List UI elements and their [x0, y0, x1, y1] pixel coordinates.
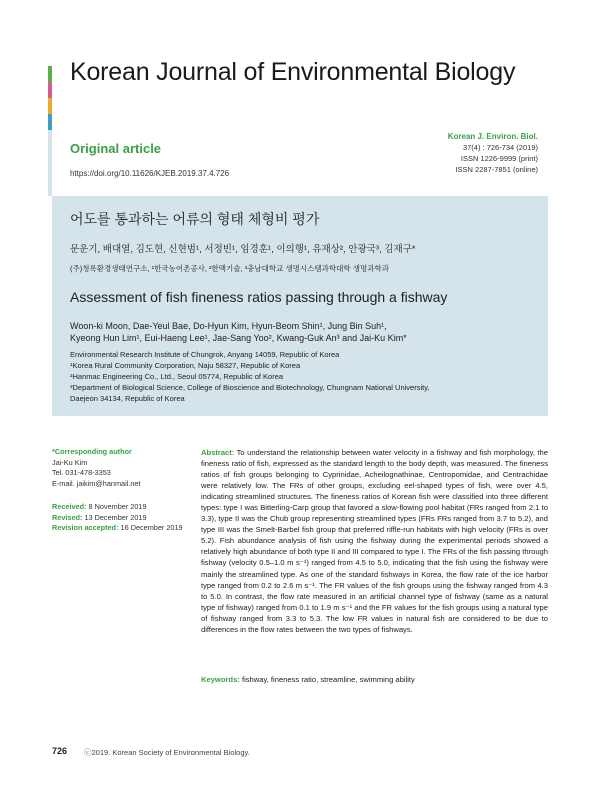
english-affiliations: [70, 349, 540, 404]
affiliation-4: Daejeon 34134, Republic of Korea: [70, 394, 185, 403]
page-number: 726: [52, 746, 68, 756]
korean-title: 어도를 통과하는 어류의 형태 체형비 평가: [70, 211, 320, 227]
affiliation-3: ³Department of Biological Science, College of Bioscience and Biotechnology, Chungnam National University,: [70, 383, 430, 392]
journal-abbreviation: Korean J. Environ. Biol.: [447, 132, 538, 141]
issn-print: ISSN 1226-9999 (print): [460, 154, 538, 163]
journal-title: Korean Journal of Environmental Biology: [70, 58, 516, 86]
abstract: [201, 447, 548, 635]
revised-value: 13 December 2019: [84, 512, 147, 522]
corresponding-label: *Corresponding author: [52, 447, 132, 456]
korean-affiliations: (주)청록환경생태연구소, ¹한국농어촌공사, ²한맥기술, ³충남대학교 생명시스템과학대학 생명과학과: [70, 264, 389, 273]
accepted-date: [52, 523, 197, 534]
revised-date: [52, 513, 197, 524]
keywords-text: fishway, fineness ratio, streamline, swimming ability: [241, 675, 415, 684]
sidebar-info: [52, 447, 197, 534]
accent-bar-pink: [48, 82, 52, 98]
accepted-label: Revision accepted:: [52, 523, 119, 532]
issn-online: ISSN 2287-7851 (online): [455, 165, 538, 174]
citation-block: [448, 131, 538, 175]
received-date: [52, 502, 197, 513]
english-title: Assessment of fish fineness ratios passing through a fishway: [70, 289, 448, 305]
received-value: 8 November 2019: [88, 502, 147, 511]
keywords-label: Keywords:: [201, 675, 240, 684]
keywords: [201, 675, 415, 684]
accepted-value: 16 December 2019: [120, 523, 183, 532]
english-authors: [70, 320, 540, 344]
revised-label: Revised:: [52, 512, 83, 522]
copyright: ⓒ2019. Korean Society of Environmental Biology.: [84, 748, 250, 757]
article-type: Original article: [70, 141, 162, 156]
affiliation-2: ²Hanmac Engineering Co., Ltd., Seoul 05774, Republic of Korea: [70, 372, 284, 381]
received-label: Received:: [52, 502, 87, 511]
abstract-text: To understand the relationship between water velocity in a fishway and fish morphology, the fineness ratio of fish, expressed as the standard length to the body depth, was measured. The fineness ratios of fish groups belonging to Cyprinidae, Acheilognathinae, Centropomidae, and Centrachidae were relatively low. The FRs of other groups, excluding eel-shaped types of fish, were over 4.5, indicating streamlined structures. The fineness ratios of Korean fish were classified into three different types: type I was Bitterling-Carp group that favored a slow-flowing pool habitat (FRs ranged from 2.1 to 3.3), type II was the Chub group representing streamlined types (FRs FRs ranged from 3.7 to 5.2), and type III was the Smelt-Barbel fish group that preferred riffle-run habitats with high velocity (FRs is over 5.2). Fish abundance analysis of fish using the fishway during the experimental periods showed a relatively high abundance of both type II and III compared to type I. The FRs of the fish passing through fishway (velocity 0.5–1.0 m s⁻¹) ranged from 4.5 to 5.0, indicating that the fish using the fishway were mainly the streamlined type. As one of the standard fishways in Korea, the flow rate of the ice harbor type ranged from 0.2 to 2.6 m s⁻¹. The FR values of the fish groups using the fishway ranged from 4.3 to 5.0. In contrast, the flow rate measured in an artificial channel type of fishway (same as a natural type of fishway) ranged from 0.1 to 1.9 m s⁻¹ and the FR values for the fish groups using a natural type of fishway ranged from 3.3 to 5.3. The low FR values in natural fish are considered to be due to differences in the flow rates between the two types of fishways.: [201, 448, 548, 634]
doi-link[interactable]: https://doi.org/10.11626/KJEB.2019.37.4.726: [70, 169, 230, 178]
corresponding-email[interactable]: E-mail. jaikim@hanmail.net: [52, 478, 141, 488]
accent-bar-orange: [48, 98, 52, 114]
affiliation-0: Environmental Research Institute of Chungrok, Anyang 14059, Republic of Korea: [70, 350, 340, 359]
volume-issue: 37(4) : 726-734 (2019): [462, 143, 538, 152]
abstract-label: Abstract:: [201, 448, 235, 457]
accent-bar-teal: [48, 114, 52, 130]
korean-authors: 문운기, 배대열, 김도현, 신현범¹, 서정빈¹, 임경훈¹, 이의행¹, 유재상², 안광국³, 김재구*: [70, 244, 416, 255]
corresponding-name: Jai-Ku Kim: [52, 457, 88, 467]
corresponding-author: [52, 447, 197, 489]
corresponding-tel: Tel. 031-478-3353: [52, 468, 111, 477]
authors-line-1: Woon-ki Moon, Dae-Yeul Bae, Do-Hyun Kim, Hyun-Beom Shin¹, Jung Bin Suh¹,: [70, 321, 387, 331]
affiliation-1: ¹Korea Rural Community Corporation, Naju 58327, Republic of Korea: [70, 361, 301, 370]
accent-bar-gray: [48, 130, 52, 196]
accent-bar-green: [48, 66, 52, 82]
authors-line-2: Kyeong Hun Lim¹, Eui-Haeng Lee¹, Jae-Sang Yoo², Kwang-Guk An³ and Jai-Ku Kim*: [70, 333, 407, 343]
